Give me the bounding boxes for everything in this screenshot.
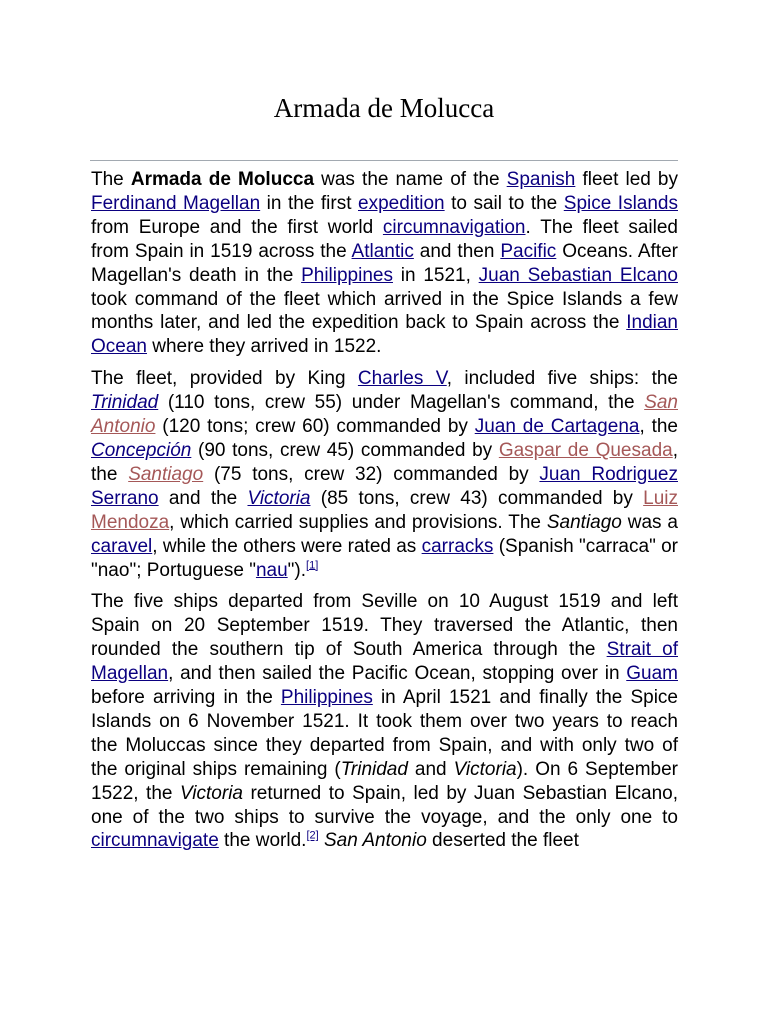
link-luiz-mendoza[interactable]: Luiz Mendoza xyxy=(91,487,678,533)
link-trinidad[interactable] xyxy=(91,392,158,413)
text: , included five ships: the xyxy=(446,368,678,390)
italic-ship-name: Santiago xyxy=(546,511,622,533)
text: , the xyxy=(91,439,678,485)
paragraph-ships xyxy=(91,367,678,582)
italic-ship-name: Trinidad xyxy=(340,758,408,780)
reference-link-2[interactable]: [2] xyxy=(306,830,319,843)
text: , while the others were rated as xyxy=(152,535,422,557)
link-carracks[interactable]: carracks xyxy=(421,535,494,557)
link-indian-ocean[interactable]: Indian Ocean xyxy=(91,312,678,358)
paragraph-voyage xyxy=(91,590,678,853)
text: and then xyxy=(413,240,501,262)
link-ferdinand-magellan[interactable]: Ferdinand Magellan xyxy=(91,192,261,214)
text: The xyxy=(91,169,131,190)
text: , which carried supplies and provisions. The xyxy=(169,511,547,533)
text: the world. xyxy=(218,830,307,852)
text: The fleet, provided by King xyxy=(91,368,358,390)
text: before arriving in the xyxy=(91,687,281,709)
text: , the xyxy=(639,416,678,438)
link-text: Trinidad xyxy=(91,392,159,414)
text: was a xyxy=(621,511,678,533)
link-juan-rodriguez-serrano[interactable]: Juan Rodriguez Serrano xyxy=(91,463,678,509)
text: (75 tons, crew 32) commanded by xyxy=(203,463,540,485)
text: . The fleet sailed from Spain in 1519 across the xyxy=(91,216,678,262)
link-text: Santiago xyxy=(128,463,204,485)
text: where they arrived in 1522. xyxy=(146,336,382,358)
text: and the xyxy=(158,487,248,509)
text: , and then sailed the Pacific Ocean, stopping over in xyxy=(168,663,627,685)
reference-link-1[interactable]: [1] xyxy=(306,559,319,572)
link-victoria[interactable] xyxy=(247,488,310,509)
link-gaspar-de-quesada[interactable]: Gaspar de Quesada xyxy=(498,439,673,461)
link-spanish[interactable]: Spanish xyxy=(506,169,576,190)
link-text: Victoria xyxy=(247,487,311,509)
text: in April 1521 and finally the Spice Islands on 6 November 1521. It took them over two years to reach the Moluccas since they departed from Spain, and with only two of the original ships remaining ( xyxy=(91,687,678,780)
link-santiago[interactable] xyxy=(128,464,203,485)
text: ). On 6 September 1522, the xyxy=(91,758,678,804)
text: in 1521, xyxy=(392,264,479,286)
title-divider xyxy=(90,160,678,161)
link-juan-sebastian-elcano[interactable]: Juan Sebastian Elcano xyxy=(478,264,678,286)
link-circumnavigation[interactable]: circumnavigation xyxy=(382,216,526,238)
reference-1 xyxy=(306,559,318,571)
link-pacific[interactable]: Pacific xyxy=(500,240,557,262)
bold-term: Armada de Molucca xyxy=(130,169,315,190)
text: (110 tons, crew 55) under Magellan's command, the xyxy=(158,392,645,414)
link-nau[interactable]: nau xyxy=(255,559,288,581)
text: was the name of the xyxy=(314,169,507,190)
text: (120 tons; crew 60) commanded by xyxy=(155,416,475,438)
reference-2 xyxy=(306,830,318,842)
text: in the first xyxy=(260,192,358,214)
text: (85 tons, crew 43) commanded by xyxy=(310,487,644,509)
text: "). xyxy=(287,559,307,581)
article-body xyxy=(91,168,678,861)
text: Oceans. After Magellan's death in the xyxy=(91,240,678,286)
text: (Spanish "carraca" or "nao"; Portuguese " xyxy=(91,535,678,581)
text: deserted the fleet xyxy=(426,830,579,852)
link-philippines-2[interactable]: Philippines xyxy=(280,687,373,709)
text: (90 tons, crew 45) commanded by xyxy=(191,439,499,461)
text: from Europe and the first world xyxy=(91,216,383,238)
link-strait-of-magellan[interactable]: Strait of Magellan xyxy=(91,639,678,685)
link-philippines[interactable]: Philippines xyxy=(301,264,393,286)
link-concepcion[interactable] xyxy=(91,440,191,461)
text: The five ships departed from Seville on 10 August 1519 and left Spain on 20 September 1519. They traversed the Atlantic, then rounded the southern tip of South America through the xyxy=(91,591,678,661)
page-title: Armada de Molucca xyxy=(273,93,495,123)
link-expedition[interactable]: expedition xyxy=(358,192,445,214)
text: returned to Spain, led by Juan Sebastian Elcano, one of the two ships to survive the voyage, and the only one to xyxy=(91,782,678,828)
italic-ship-name: San Antonio xyxy=(323,830,427,852)
link-juan-de-cartagena[interactable]: Juan de Cartagena xyxy=(474,416,640,438)
italic-ship-name: Victoria xyxy=(453,758,517,780)
italic-ship-name: Victoria xyxy=(179,782,243,804)
text: took command of the fleet which arrived in the Spice Islands a few months later, and led the expedition back to Spain across the xyxy=(91,288,678,334)
text: and xyxy=(407,758,454,780)
link-caravel[interactable]: caravel xyxy=(91,535,153,557)
link-spice-islands[interactable]: Spice Islands xyxy=(563,192,678,214)
link-atlantic[interactable]: Atlantic xyxy=(351,240,414,262)
link-text: San Antonio xyxy=(91,392,678,438)
text: fleet led by xyxy=(575,169,679,190)
text: to sail to the xyxy=(444,192,564,214)
link-text: Concepción xyxy=(91,439,192,461)
paragraph-intro xyxy=(91,168,678,359)
link-guam[interactable]: Guam xyxy=(626,663,678,685)
link-charles-v[interactable]: Charles V xyxy=(357,368,447,390)
link-circumnavigate[interactable]: circumnavigate xyxy=(91,830,219,852)
